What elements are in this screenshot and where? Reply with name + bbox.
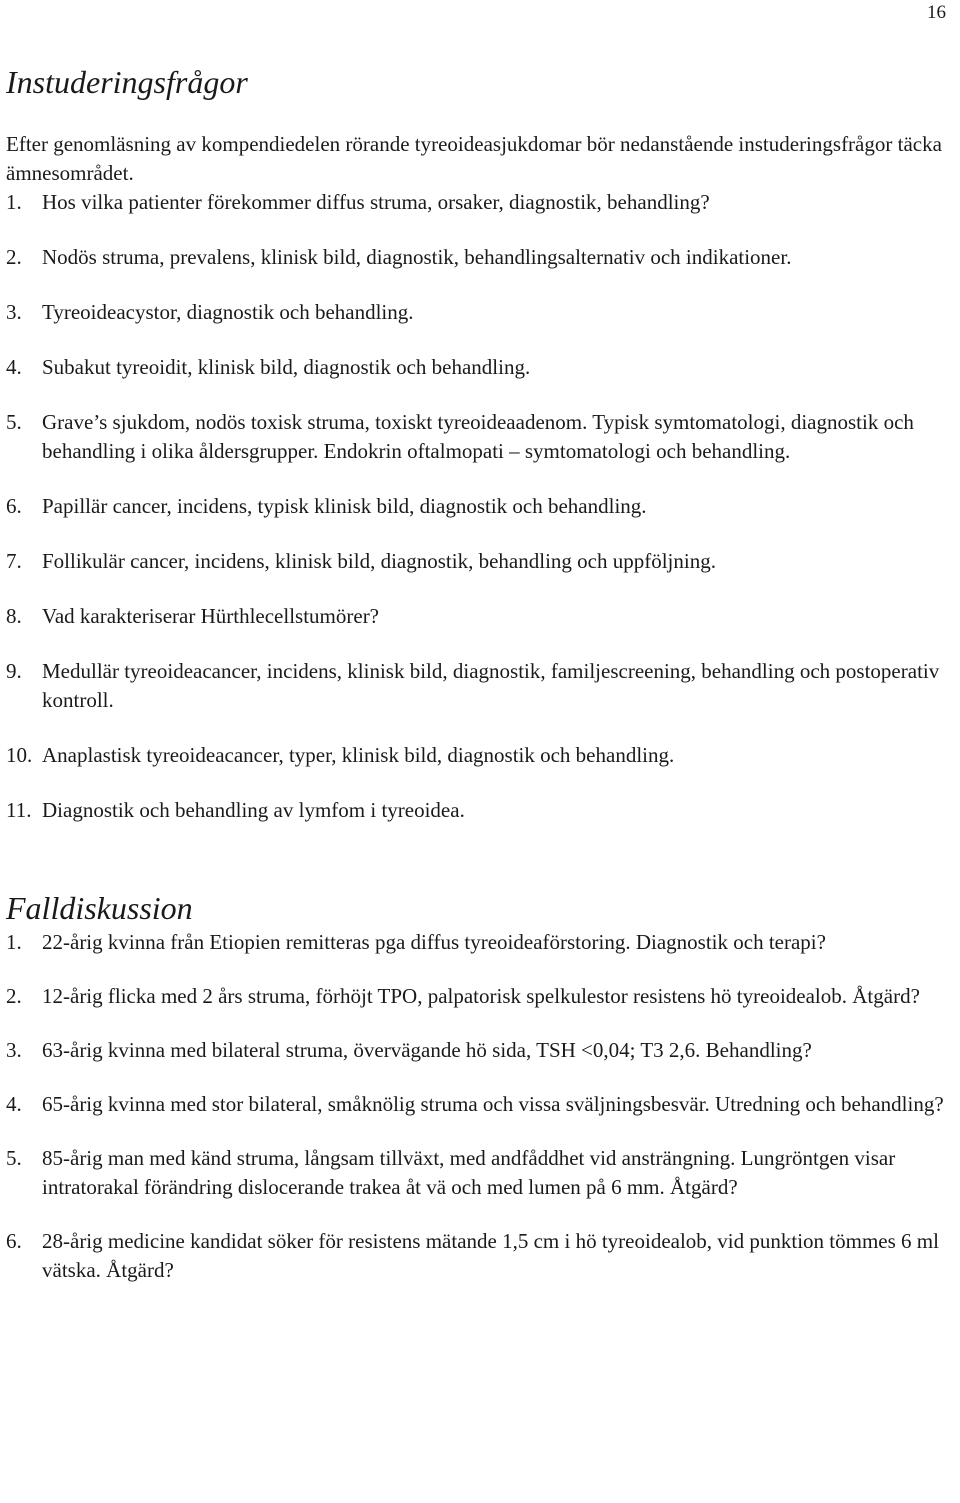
study-questions-list	[6, 188, 951, 825]
item-text: 28-årig medicine kandidat söker för resistens mätande 1,5 cm i hö tyreoidealob, vid punktion tömmes 6 ml vätska. Åtgärd?	[42, 1229, 939, 1282]
item-text: Subakut tyreoidit, klinisk bild, diagnostik och behandling.	[42, 355, 531, 379]
item-text: Papillär cancer, incidens, typisk klinisk bild, diagnostik och behandling.	[42, 494, 647, 518]
item-text: 12-årig flicka med 2 års struma, förhöjt TPO, palpatorisk spelkulestor resistens hö tyreoidealob. Åtgärd?	[42, 984, 920, 1008]
list-item	[6, 796, 951, 825]
item-number: 4.	[6, 355, 22, 379]
item-number: 9.	[6, 659, 22, 683]
case-discussion-heading: Falldiskussion	[6, 890, 193, 926]
list-item	[6, 243, 951, 272]
item-number: 7.	[6, 549, 22, 573]
list-item	[6, 1036, 951, 1065]
list-item	[6, 657, 951, 715]
case-discussion-list	[6, 928, 951, 1285]
item-text: Nodös struma, prevalens, klinisk bild, diagnostik, behandlingsalternativ och indikationer.	[42, 245, 792, 269]
document-body	[6, 62, 951, 1285]
list-item	[6, 492, 951, 521]
item-number: 2.	[6, 245, 22, 269]
list-item	[6, 408, 951, 466]
item-text: Hos vilka patienter förekommer diffus struma, orsaker, diagnostik, behandling?	[42, 190, 710, 214]
item-text: 22-årig kvinna från Etiopien remitteras pga diffus tyreoideaförstoring. Diagnostik och terapi?	[42, 930, 826, 954]
item-text: Medullär tyreoideacancer, incidens, klinisk bild, diagnostik, familjescreening, behandling och postoperativ kontroll.	[42, 659, 940, 712]
study-questions-intro: Efter genomläsning av kompendiedelen rörande tyreoideasjukdomar bör nedanstående instuderingsfrågor täcka ämnesområdet.	[6, 132, 942, 185]
item-number: 5.	[6, 410, 22, 434]
list-item	[6, 602, 951, 631]
item-number: 3.	[6, 300, 22, 324]
list-item	[6, 928, 951, 957]
item-number: 6.	[6, 1229, 22, 1253]
item-number: 5.	[6, 1146, 22, 1170]
item-number: 10.	[6, 743, 33, 767]
item-text: Follikulär cancer, incidens, klinisk bild, diagnostik, behandling och uppföljning.	[42, 549, 716, 573]
list-item	[6, 1090, 951, 1119]
item-number: 1.	[6, 930, 22, 954]
item-text: 65-årig kvinna med stor bilateral, småknölig struma och vissa sväljningsbesvär. Utredning och behandling?	[42, 1092, 944, 1116]
study-questions-heading: Instuderingsfrågor	[6, 64, 248, 100]
list-item	[6, 1227, 951, 1285]
list-item	[6, 982, 951, 1011]
item-number: 1.	[6, 190, 22, 214]
item-number: 4.	[6, 1092, 22, 1116]
item-text: Diagnostik och behandling av lymfom i tyreoidea.	[42, 798, 465, 822]
list-item	[6, 188, 951, 217]
page-number: 16	[927, 2, 946, 23]
item-number: 11.	[6, 798, 32, 822]
item-number: 8.	[6, 604, 22, 628]
list-item	[6, 298, 951, 327]
item-text: Vad karakteriserar Hürthlecellstumörer?	[42, 604, 380, 628]
list-item	[6, 741, 951, 770]
item-text: 85-årig man med känd struma, långsam tillväxt, med andfåddhet vid ansträngning. Lungröntgen visar intratorakal förändring dislocerande trakea åt vä och med lumen på 6 mm. Åtgärd?	[42, 1146, 896, 1199]
list-item	[6, 547, 951, 576]
list-item	[6, 1144, 951, 1202]
item-number: 6.	[6, 494, 22, 518]
item-number: 2.	[6, 984, 22, 1008]
item-number: 3.	[6, 1038, 22, 1062]
list-item	[6, 353, 951, 382]
item-text: Anaplastisk tyreoideacancer, typer, klinisk bild, diagnostik och behandling.	[42, 743, 675, 767]
item-text: Grave’s sjukdom, nodös toxisk struma, toxiskt tyreoideaadenom. Typisk symtomatologi, diagnostik och behandling i olika åldersgrupper. Endokrin oftalmopati – symtomatologi och behandling.	[42, 410, 914, 463]
item-text: 63-årig kvinna med bilateral struma, övervägande hö sida, TSH <0,04; T3 2,6. Behandling?	[42, 1038, 812, 1062]
item-text: Tyreoideacystor, diagnostik och behandling.	[42, 300, 414, 324]
